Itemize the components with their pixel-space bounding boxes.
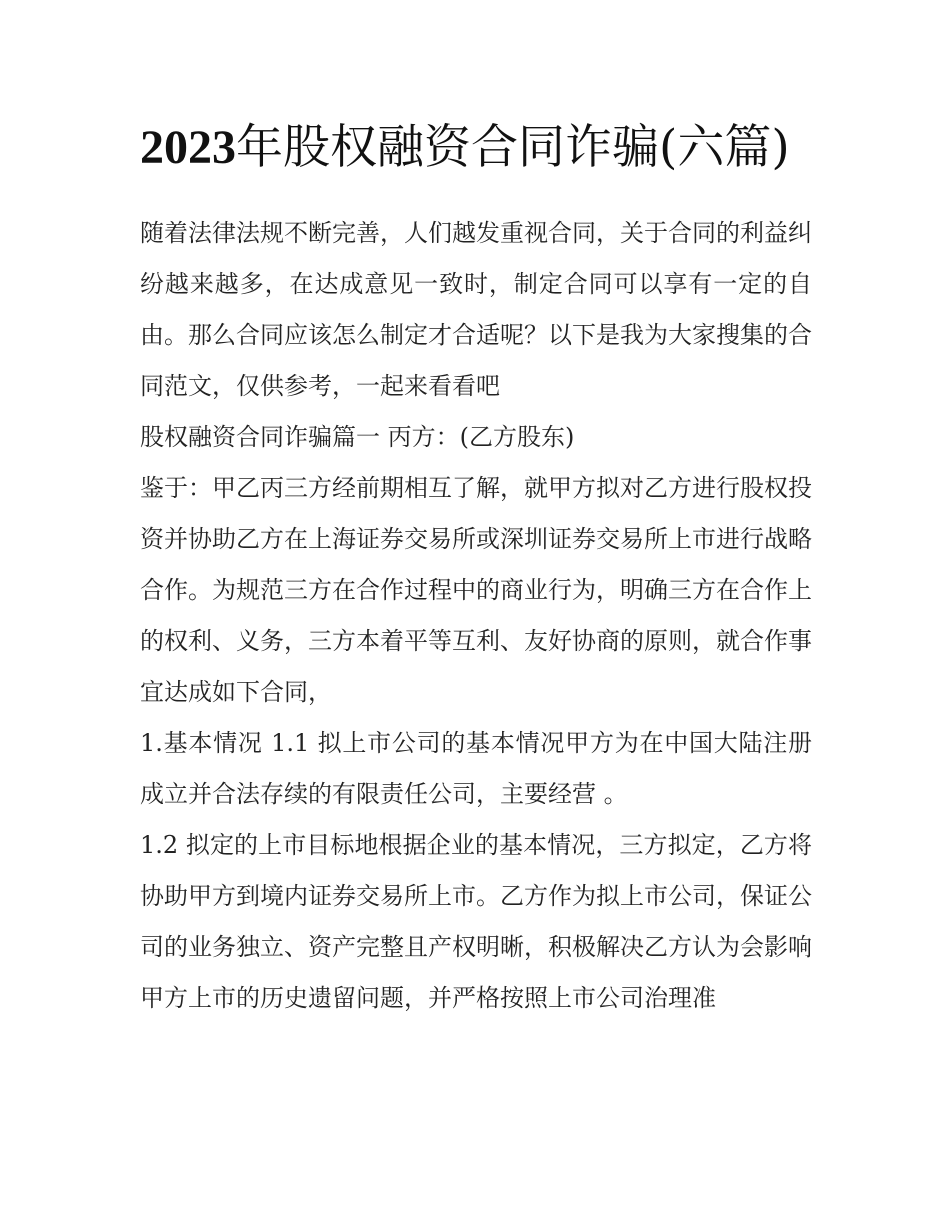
document-title (140, 112, 812, 184)
intro-paragraph: 随着法律法规不断完善，人们越发重视合同，关于合同的利益纠纷越来越多，在达成意见一致时，制定合同可以享有一定的自由。那么合同应该怎么制定才合适呢？以下是我为大家搜集的合同范文，仅供参考，一起来看看吧 (140, 219, 812, 400)
document-body (140, 208, 812, 1024)
title-year: 2023 (140, 121, 236, 174)
clause-1-2-paragraph: 1.2 拟定的上市目标地根据企业的基本情况，三方拟定，乙方将协助甲方到境内证券交易所上市。乙方作为拟上市公司，保证公司的业务独立、资产完整且产权明晰，积极解决乙方认为会影响甲方上市的历史遗留问题，并严格按照上市公司治理准 (140, 831, 812, 1012)
clause-1-paragraph: 1.基本情况 1.1 拟上市公司的基本情况甲方为在中国大陆注册成立并合法存续的有限责任公司，主要经营 。 (140, 729, 812, 808)
document-content (140, 112, 812, 1024)
whereas-paragraph: 鉴于：甲乙丙三方经前期相互了解，就甲方拟对乙方进行股权投资并协助乙方在上海证券交易所或深圳证券交易所上市进行战略合作。为规范三方在合作过程中的商业行为，明确三方在合作上的权利、义务，三方本着平等互利、友好协商的原则，就合作事宜达成如下合同， (140, 474, 812, 706)
title-text: 年股权融资合同诈骗(六篇) (236, 120, 790, 175)
section-heading-paragraph: 股权融资合同诈骗篇一 丙方：(乙方股东) (140, 423, 575, 451)
